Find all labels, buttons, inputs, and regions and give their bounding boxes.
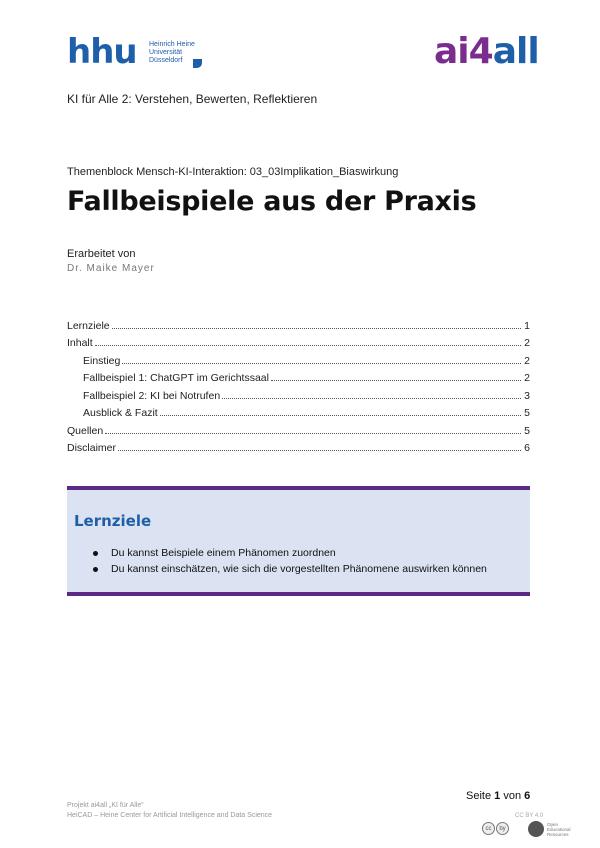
author-name: Dr. Maike Mayer — [67, 263, 155, 274]
toc-entry-fallbeispiel-1[interactable] — [67, 367, 530, 385]
oer-line: Resources — [547, 832, 569, 837]
toc-leader — [122, 363, 521, 364]
toc-entry-page: 1 — [524, 319, 530, 332]
oer-badge — [528, 821, 578, 837]
page-prefix: Seite — [466, 790, 492, 802]
ai4all-logo — [434, 32, 544, 72]
ai4all-logo-part: ai — [434, 31, 469, 72]
bullet-icon — [93, 567, 98, 572]
toc-entry-label: Ausblick & Fazit — [83, 407, 158, 419]
hhu-logo-word: hhu — [67, 32, 137, 72]
page-number — [466, 790, 530, 802]
page-title: Fallbeispiele aus der Praxis — [67, 186, 477, 217]
toc-leader — [222, 398, 521, 399]
footer-project: Projekt ai4all „KI für Alle“ — [67, 802, 144, 809]
toc-entry-disclaimer[interactable] — [67, 437, 530, 455]
hhu-logo-line: Düsseldorf — [149, 57, 183, 64]
toc-entry-label: Fallbeispiel 2: KI bei Notrufen — [83, 389, 221, 402]
toc-entry-page: 2 — [524, 354, 530, 367]
toc-entry-label: Quellen — [67, 424, 104, 437]
license-link[interactable]: CC BY 4.0 — [515, 813, 544, 819]
toc-leader — [105, 433, 521, 434]
toc-entry-einstieg[interactable] — [67, 349, 530, 367]
author-label: Erarbeitet von — [67, 248, 136, 260]
oer-logo-text — [547, 822, 571, 837]
toc-entry-page: 2 — [524, 372, 530, 384]
toc-entry-label: Fallbeispiel 1: ChatGPT im Gerichtssaal — [83, 372, 269, 384]
toc-leader — [160, 415, 521, 416]
cc-license-badge — [482, 822, 522, 836]
toc-entry-page: 5 — [524, 424, 530, 437]
page-total: 6 — [524, 790, 531, 802]
page-mid: von — [503, 790, 522, 802]
toc-entry-page: 6 — [524, 442, 530, 454]
list-item — [93, 547, 487, 563]
toc-entry-lernziele[interactable] — [67, 314, 530, 332]
toc-entry-label: Inhalt — [67, 337, 93, 349]
footer-institution: HeiCAD – Heine Center for Artificial Intelligence and Data Science — [67, 812, 273, 819]
toc-entry-page: 3 — [524, 389, 530, 402]
toc-entry-page: 2 — [524, 337, 530, 349]
toc-entry-label: Einstieg — [83, 354, 121, 367]
toc-entry-label: Disclaimer — [67, 442, 117, 454]
toc-entry-label: Lernziele — [67, 319, 110, 332]
toc-entry-inhalt[interactable] — [67, 332, 530, 350]
ai4all-logo-part: all — [492, 31, 539, 72]
oer-line: Open — [547, 822, 559, 827]
hhu-logo-line: Heinrich Heine — [149, 41, 195, 48]
oer-line: Educational — [547, 827, 571, 832]
hhu-logo-mark — [193, 59, 202, 68]
list-item-text: Du kannst Beispiele einem Phänomen zuordnen — [111, 547, 336, 559]
by-icon: by — [496, 822, 509, 835]
cc-icon: cc — [482, 822, 495, 835]
lernziele-box — [67, 486, 530, 596]
list-item — [93, 563, 487, 579]
lernziele-heading: Lernziele — [74, 512, 152, 530]
bullet-icon — [93, 551, 98, 556]
page-current: 1 — [494, 790, 501, 802]
list-item-text: Du kannst einschätzen, wie sich die vorgestellten Phänomene auswirken können — [111, 563, 487, 575]
toc-leader — [271, 380, 521, 381]
toc-leader — [112, 328, 522, 329]
themenblock-label: Themenblock Mensch-KI-Interaktion: 03_03Implikation_Biaswirkung — [67, 166, 399, 178]
toc-entry-page: 5 — [524, 407, 530, 419]
toc-leader — [118, 450, 521, 451]
toc-leader — [95, 345, 521, 346]
toc-entry-quellen[interactable] — [67, 419, 530, 437]
table-of-contents — [67, 314, 530, 454]
course-title: KI für Alle 2: Verstehen, Bewerten, Reflektieren — [67, 92, 318, 106]
hhu-logo-subtitle — [149, 41, 195, 65]
oer-logo-icon — [528, 821, 544, 837]
hhu-logo-line: Universität — [149, 49, 183, 56]
toc-entry-ausblick[interactable] — [67, 402, 530, 420]
hhu-logo — [67, 32, 217, 72]
lernziele-list — [93, 547, 487, 579]
ai4all-logo-part: 4 — [468, 31, 493, 72]
toc-entry-fallbeispiel-2[interactable] — [67, 384, 530, 402]
ai4all-logo-text — [434, 32, 539, 72]
